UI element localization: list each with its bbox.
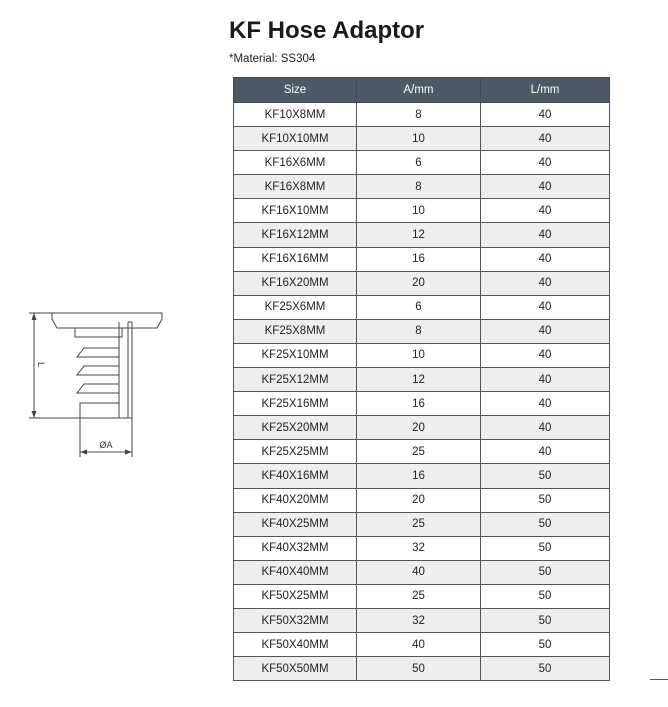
table-row xyxy=(234,560,610,584)
cell-size: KF16X20MM xyxy=(234,271,357,295)
cell-a-mm: 25 xyxy=(357,584,481,608)
cell-a-mm: 25 xyxy=(357,512,481,536)
cell-l-mm: 40 xyxy=(481,343,610,367)
cell-size: KF40X40MM xyxy=(234,560,357,584)
cell-size: KF25X12MM xyxy=(234,368,357,392)
cell-a-mm: 40 xyxy=(357,633,481,657)
cell-size: KF16X10MM xyxy=(234,199,357,223)
cell-a-mm: 10 xyxy=(357,127,481,151)
cell-size: KF16X16MM xyxy=(234,247,357,271)
spec-table xyxy=(233,77,610,681)
cell-a-mm: 20 xyxy=(357,271,481,295)
adaptor-drawing xyxy=(22,300,172,460)
cell-size: KF25X16MM xyxy=(234,392,357,416)
cell-a-mm: 20 xyxy=(357,488,481,512)
table-row xyxy=(234,536,610,560)
cell-l-mm: 40 xyxy=(481,247,610,271)
table-body xyxy=(234,103,610,681)
table-row xyxy=(234,295,610,319)
cell-a-mm: 8 xyxy=(357,175,481,199)
table-row xyxy=(234,368,610,392)
cell-a-mm: 10 xyxy=(357,199,481,223)
cell-a-mm: 8 xyxy=(357,319,481,343)
cell-size: KF40X25MM xyxy=(234,512,357,536)
table-row xyxy=(234,488,610,512)
bore xyxy=(119,322,132,418)
cell-a-mm: 25 xyxy=(357,440,481,464)
cell-l-mm: 40 xyxy=(481,127,610,151)
table-row xyxy=(234,608,610,632)
page-title: KF Hose Adaptor xyxy=(229,17,425,44)
cell-a-mm: 32 xyxy=(357,608,481,632)
table-row xyxy=(234,512,610,536)
table-row xyxy=(234,271,610,295)
cell-l-mm: 50 xyxy=(481,512,610,536)
cell-l-mm: 50 xyxy=(481,560,610,584)
cell-size: KF10X8MM xyxy=(234,103,357,127)
table-row xyxy=(234,584,610,608)
dim-a-label: ØA xyxy=(99,440,113,450)
header-l-mm: L/mm xyxy=(481,78,610,103)
cell-l-mm: 40 xyxy=(481,271,610,295)
cell-l-mm: 40 xyxy=(481,199,610,223)
page-edge-rule xyxy=(650,679,668,680)
table-row xyxy=(234,633,610,657)
cell-l-mm: 40 xyxy=(481,319,610,343)
table-row xyxy=(234,223,610,247)
table-header-row xyxy=(234,78,610,103)
cell-l-mm: 50 xyxy=(481,657,610,681)
cell-a-mm: 6 xyxy=(357,151,481,175)
cell-l-mm: 50 xyxy=(481,488,610,512)
table-row xyxy=(234,127,610,151)
cell-size: KF25X25MM xyxy=(234,440,357,464)
table-row xyxy=(234,247,610,271)
cell-size: KF25X10MM xyxy=(234,343,357,367)
barbed-body xyxy=(77,337,119,418)
cell-a-mm: 6 xyxy=(357,295,481,319)
cell-l-mm: 40 xyxy=(481,368,610,392)
cell-l-mm: 40 xyxy=(481,151,610,175)
cell-l-mm: 50 xyxy=(481,584,610,608)
table-row xyxy=(234,175,610,199)
header-size: Size xyxy=(234,78,357,103)
cell-a-mm: 40 xyxy=(357,560,481,584)
table-row xyxy=(234,440,610,464)
cell-a-mm: 12 xyxy=(357,368,481,392)
material-note: *Material: SS304 xyxy=(229,53,316,65)
cell-size: KF50X40MM xyxy=(234,633,357,657)
cell-l-mm: 50 xyxy=(481,536,610,560)
cell-a-mm: 16 xyxy=(357,392,481,416)
table-row xyxy=(234,464,610,488)
table-row xyxy=(234,416,610,440)
table-row xyxy=(234,199,610,223)
cell-size: KF40X20MM xyxy=(234,488,357,512)
cell-a-mm: 32 xyxy=(357,536,481,560)
cell-size: KF50X25MM xyxy=(234,584,357,608)
cell-size: KF25X20MM xyxy=(234,416,357,440)
cell-size: KF16X12MM xyxy=(234,223,357,247)
cell-size: KF16X6MM xyxy=(234,151,357,175)
table-row xyxy=(234,151,610,175)
cell-l-mm: 40 xyxy=(481,175,610,199)
cell-size: KF40X16MM xyxy=(234,464,357,488)
cell-a-mm: 16 xyxy=(357,464,481,488)
table-row xyxy=(234,343,610,367)
cell-l-mm: 40 xyxy=(481,223,610,247)
cell-size: KF25X8MM xyxy=(234,319,357,343)
cell-l-mm: 50 xyxy=(481,608,610,632)
collar xyxy=(75,328,122,337)
cell-size: KF50X32MM xyxy=(234,608,357,632)
cell-a-mm: 10 xyxy=(357,343,481,367)
cell-a-mm: 12 xyxy=(357,223,481,247)
table-row xyxy=(234,103,610,127)
header-a-mm: A/mm xyxy=(357,78,481,103)
table-row xyxy=(234,657,610,681)
cell-l-mm: 40 xyxy=(481,103,610,127)
table-row xyxy=(234,392,610,416)
cell-l-mm: 40 xyxy=(481,392,610,416)
cell-size: KF40X32MM xyxy=(234,536,357,560)
cell-l-mm: 40 xyxy=(481,295,610,319)
cell-size: KF25X6MM xyxy=(234,295,357,319)
cell-a-mm: 16 xyxy=(357,247,481,271)
cell-l-mm: 50 xyxy=(481,633,610,657)
cell-l-mm: 40 xyxy=(481,440,610,464)
dim-l-label: L xyxy=(36,362,46,368)
flange-outline xyxy=(52,313,162,328)
cell-a-mm: 50 xyxy=(357,657,481,681)
cell-a-mm: 20 xyxy=(357,416,481,440)
cell-l-mm: 50 xyxy=(481,464,610,488)
cell-a-mm: 8 xyxy=(357,103,481,127)
cell-l-mm: 40 xyxy=(481,416,610,440)
cell-size: KF50X50MM xyxy=(234,657,357,681)
cell-size: KF10X10MM xyxy=(234,127,357,151)
cell-size: KF16X8MM xyxy=(234,175,357,199)
table-row xyxy=(234,319,610,343)
